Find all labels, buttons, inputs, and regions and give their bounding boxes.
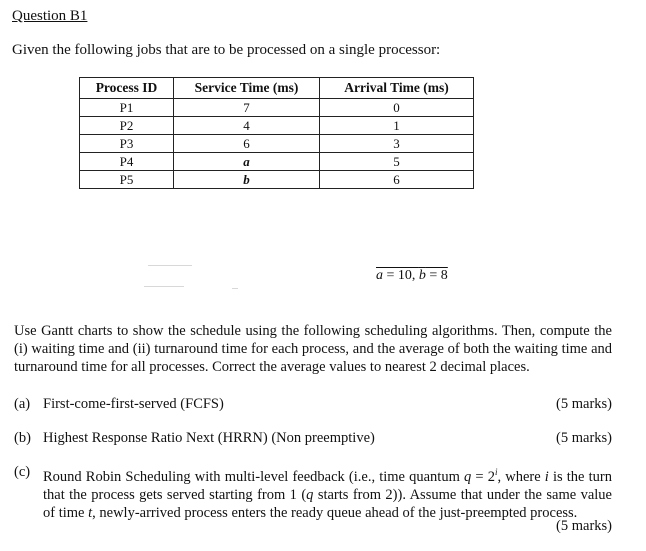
answer-a-label: a	[376, 268, 383, 283]
table-row	[80, 117, 474, 135]
part-c-var-t: t	[88, 504, 93, 521]
part-c-text-1: Round Robin Scheduling with multi-level feedback (i.e., time quantum	[43, 468, 464, 485]
intro-text: Given the following jobs that are to be processed on a single processor:	[12, 42, 441, 58]
table-row	[80, 171, 474, 189]
process-id-cell: P5	[80, 171, 174, 189]
part-c-eq: = 2	[471, 468, 495, 485]
instructions-paragraph: Use Gantt charts to show the schedule using the following scheduling algorithms. Then, compute the (i) waiting time and (ii) turnaround time for each process, and the average of both the waiting time and turnaround time for all processes. Correct the average values to nearest 2 decimal places.	[14, 323, 612, 375]
faint-line	[148, 265, 192, 266]
table-header-row	[80, 78, 474, 99]
arrival-time-cell: 6	[320, 171, 474, 189]
process-id-cell: P3	[80, 135, 174, 153]
part-c-text-4: starts from 2)). Assume that under the same value of time	[43, 486, 612, 521]
part-c	[14, 463, 612, 537]
question-heading: Question B1	[12, 8, 88, 24]
answer-values	[376, 268, 448, 284]
part-c-marks: (5 marks)	[556, 518, 612, 534]
table-row	[80, 153, 474, 171]
part-a	[14, 395, 612, 413]
arrival-time-cell: 5	[320, 153, 474, 171]
part-c-var-q: q	[464, 468, 472, 485]
part-b-text: Highest Response Ratio Next (HRRN) (Non preemptive)	[43, 430, 375, 446]
part-c-var-i: i	[544, 468, 549, 485]
service-time-cell: 4	[174, 117, 320, 135]
table-row	[80, 99, 474, 117]
faint-line	[144, 286, 184, 287]
answer-a-value: = 10,	[383, 268, 419, 283]
process-id-cell: P2	[80, 117, 174, 135]
answer-b-label: b	[418, 268, 426, 283]
part-c-exponent: i	[494, 467, 498, 477]
part-b-marks: (5 marks)	[556, 430, 612, 446]
part-b	[14, 429, 612, 447]
part-a-marks: (5 marks)	[556, 396, 612, 412]
part-c-text-5: , newly-arrived process enters the ready queue ahead of the just-preempted process.	[92, 504, 578, 521]
service-time-cell: b	[174, 171, 320, 189]
part-a-text: First-come-first-served (FCFS)	[43, 396, 224, 412]
process-id-cell: P4	[80, 153, 174, 171]
answer-b-value: = 8	[425, 268, 448, 283]
part-c-text	[43, 463, 612, 522]
service-time-cell: 7	[174, 99, 320, 117]
arrival-time-cell: 0	[320, 99, 474, 117]
table-row	[80, 135, 474, 153]
part-b-label: (b)	[14, 430, 31, 446]
arrival-time-cell: 1	[320, 117, 474, 135]
part-c-text-2: , where	[497, 468, 545, 485]
part-c-text-3: is the turn that the process gets served starting from 1 (	[43, 468, 612, 503]
part-a-label: (a)	[14, 396, 31, 412]
header-arrival-time: Arrival Time (ms)	[320, 78, 474, 99]
faint-line	[232, 288, 238, 289]
service-time-cell: 6	[174, 135, 320, 153]
header-service-time: Service Time (ms)	[174, 78, 320, 99]
service-time-cell: a	[174, 153, 320, 171]
part-c-label: (c)	[14, 464, 31, 480]
process-id-cell: P1	[80, 99, 174, 117]
jobs-table	[79, 77, 474, 189]
part-c-var-q2: q	[306, 486, 314, 503]
header-process-id: Process ID	[80, 78, 174, 99]
arrival-time-cell: 3	[320, 135, 474, 153]
